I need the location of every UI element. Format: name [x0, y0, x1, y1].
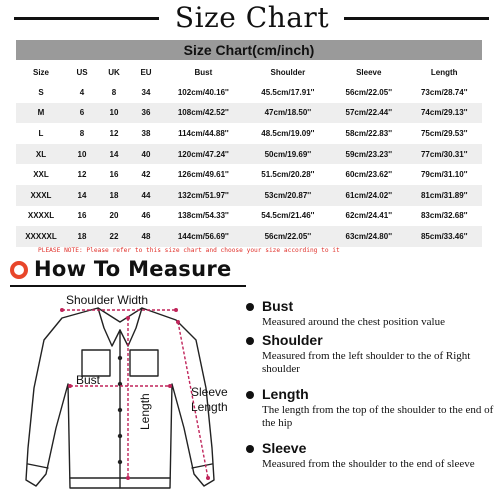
table-cell: 18 — [66, 226, 98, 247]
shoulder-width-label: Shoulder Width — [66, 293, 149, 307]
table-cell: M — [16, 103, 66, 124]
ring-icon — [10, 261, 28, 279]
table-cell: 54.5cm/21.46'' — [261, 211, 315, 221]
bullet-icon — [246, 337, 254, 345]
table-cell: 36 — [130, 103, 162, 124]
table-cell: 14 — [66, 185, 98, 206]
table-cell: 74cm/29.13'' — [407, 103, 483, 124]
table-cell: 56cm/22.05'' — [245, 226, 331, 247]
sleeve-label-line2: Length — [191, 400, 228, 414]
column-header: US — [76, 67, 88, 77]
table-cell: XXXXXL — [16, 226, 66, 247]
table-cell: 10 — [98, 103, 130, 124]
table-row — [16, 123, 482, 144]
bust-label: Bust — [76, 373, 101, 387]
table-row — [16, 226, 482, 247]
table-cell: 75cm/29.53'' — [420, 128, 468, 138]
legend-title: Length — [262, 386, 309, 402]
column-header: Size — [32, 67, 49, 77]
table-cell: 46 — [141, 211, 151, 221]
table-cell: 120cm/47.24'' — [162, 144, 245, 165]
bullet-icon — [246, 391, 254, 399]
table-cell: 60cm/23.62'' — [345, 170, 393, 180]
sleeve-label-line1: Sleeve — [191, 385, 228, 399]
jacket-button — [118, 408, 122, 412]
table-cell: 12 — [77, 170, 87, 180]
table-cell: 53cm/20.87'' — [245, 185, 331, 206]
bullet-icon — [246, 445, 254, 453]
table-cell: 48 — [130, 226, 162, 247]
table-cell: 40 — [130, 144, 162, 165]
table-cell: 138cm/54.33'' — [177, 211, 229, 221]
table-cell: 56cm/22.05'' — [345, 87, 393, 97]
legend-title: Bust — [262, 298, 294, 314]
table-header-row — [16, 62, 482, 82]
table-cell: 4 — [79, 87, 85, 97]
table-cell: XXXL — [16, 185, 66, 206]
table-cell: 144cm/56.69'' — [162, 226, 245, 247]
legend-title: Sleeve — [262, 440, 307, 456]
column-header: Shoulder — [270, 67, 306, 77]
table-cell: 102cm/40.16'' — [177, 87, 229, 97]
size-table — [16, 62, 482, 247]
legend-desc: Measured from the shoulder to the end of sleeve — [262, 458, 475, 470]
table-cell: XXL — [33, 170, 49, 180]
table-cell: 126cm/49.61'' — [177, 170, 229, 180]
table-cell: 38 — [141, 128, 151, 138]
title-row — [0, 0, 500, 36]
table-cell: 8 — [79, 128, 85, 138]
table-cell: 114cm/44.88'' — [178, 128, 229, 138]
how-to-measure-title: How To Measure — [34, 257, 232, 281]
legend-desc: The length from the top of the shoulder to the end of the hip — [262, 404, 494, 429]
table-body — [16, 82, 482, 247]
table-cell: 59cm/23.23'' — [331, 144, 406, 165]
jacket-pocket-right — [130, 350, 158, 376]
table-cell: 108cm/42.52'' — [162, 103, 245, 124]
table-cell: 85cm/33.46'' — [407, 226, 483, 247]
table-row — [16, 82, 482, 103]
table-cell: 57cm/22.44'' — [331, 103, 406, 124]
table-row — [16, 103, 482, 124]
table-cell: XXXXL — [27, 211, 55, 221]
table-cell: 63cm/24.80'' — [331, 226, 406, 247]
table-cell: 10 — [66, 144, 98, 165]
length-label: Length — [138, 393, 152, 430]
table-cell: 8 — [111, 87, 117, 97]
column-header: Length — [430, 67, 458, 77]
heading-underline — [10, 285, 246, 287]
table-cell: 77cm/30.31'' — [407, 144, 483, 165]
table-cell: 79cm/31.10'' — [420, 170, 468, 180]
table-cell: 51.5cm/20.28'' — [261, 170, 315, 180]
jacket-button — [118, 434, 122, 438]
jacket-button — [118, 460, 122, 464]
bullet-icon — [246, 303, 254, 311]
table-cell: XL — [16, 144, 66, 165]
table-cell: 50cm/19.69'' — [245, 144, 331, 165]
legend-desc: Measured around the chest position value — [262, 316, 445, 328]
page-title: Size Chart — [174, 1, 330, 34]
table-cell: 132cm/51.97'' — [162, 185, 245, 206]
title-rule-right — [344, 17, 489, 20]
table-cell: 16 — [77, 211, 87, 221]
size-note: PLEASE NOTE: Please refer to this size chart and choose your size according to it — [38, 247, 340, 254]
table-cell: 42 — [141, 170, 151, 180]
table-row — [16, 185, 482, 206]
table-cell: 34 — [141, 87, 151, 97]
table-cell: 81cm/31.89'' — [407, 185, 483, 206]
table-cell: 22 — [98, 226, 130, 247]
table-cell: 73cm/28.74'' — [420, 87, 468, 97]
table-cell: 62cm/24.41'' — [345, 211, 393, 221]
column-header: Sleeve — [356, 67, 382, 77]
table-row — [16, 144, 482, 165]
jacket-button — [118, 356, 122, 360]
table-cell: 61cm/24.02'' — [331, 185, 406, 206]
table-cell: L — [38, 128, 44, 138]
table-cell: 83cm/32.68'' — [420, 211, 468, 221]
table-cell: 6 — [66, 103, 98, 124]
table-cell: 44 — [130, 185, 162, 206]
column-header: Bust — [194, 67, 213, 77]
table-cell: 16 — [109, 170, 119, 180]
table-cell: 12 — [109, 128, 119, 138]
table-row — [16, 206, 482, 227]
legend-desc: Measured from the left shoulder to the of Right shoulder — [262, 350, 471, 375]
table-cell: 18 — [98, 185, 130, 206]
table-cell: S — [38, 87, 44, 97]
table-cell: 20 — [109, 211, 119, 221]
column-header: EU — [140, 67, 152, 77]
table-cell: 58cm/22.83'' — [345, 128, 393, 138]
legend-title: Shoulder — [262, 332, 323, 348]
size-chart-subtitle: Size Chart(cm/inch) — [16, 40, 482, 60]
title-rule-left — [14, 17, 159, 20]
table-cell: 48.5cm/19.09'' — [261, 128, 315, 138]
table-row — [16, 164, 482, 185]
column-header: UK — [108, 67, 120, 77]
table-cell: 47cm/18.50'' — [245, 103, 331, 124]
table-cell: 45.5cm/17.91'' — [261, 87, 315, 97]
table-cell: 14 — [98, 144, 130, 165]
